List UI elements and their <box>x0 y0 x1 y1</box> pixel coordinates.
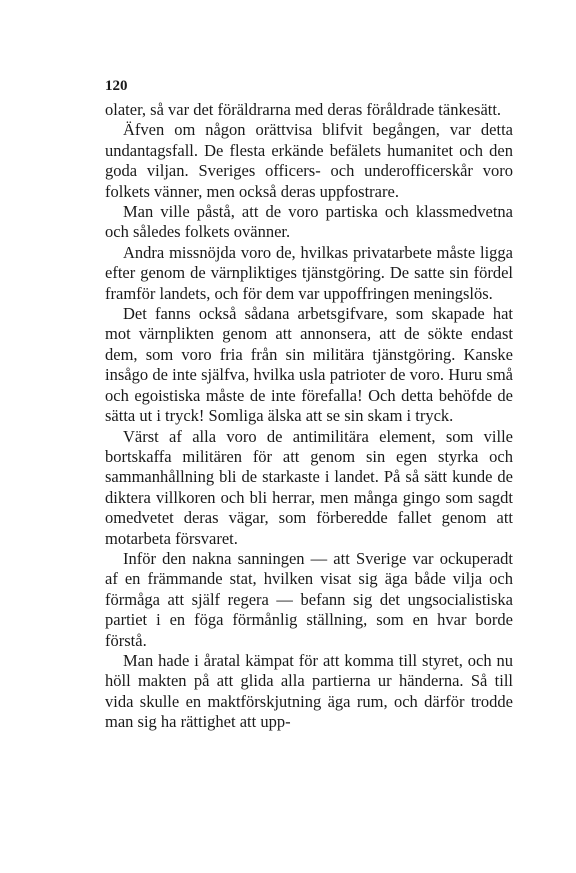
paragraph-4: Andra missnöjda voro de, hvilkas privatarbete måste ligga efter genom de värnpliktiges tjänstgöring. De satte sin fördel framför landets, och för dem var uppoffringen meningslös. <box>105 242 513 303</box>
paragraph-6: Värst af alla voro de antimilitära element, som ville bortskaffa militären för att genom sin egen styrka och sammanhållning bli de starkaste i landet. På så sätt kunde de diktera villkoren och bli herrar, men många gingo som sagdt omedvetet deras vägar, som förberedde fallet genom att motarbeta försvaret. <box>105 426 513 548</box>
paragraph-3: Man ville påstå, att de voro partiska och klassmedvetna och således folkets ovänner. <box>105 202 513 242</box>
paragraph-8: Man hade i åratal kämpat för att komma till styret, och nu höll makten på att glida alla partierna ur händerna. Så till vida skulle en maktförskjutning äga rum, och därför trodde man sig ha rättighet att upp- <box>105 650 513 732</box>
paragraph-1: olater, så var det föräldrarna med deras föråldrade tänkesätt. <box>105 100 502 119</box>
paragraph-2: Äfven om någon orättvisa blifvit begången, var detta undantagsfall. De flesta erkände befälets humanitet och den goda viljan. Sveriges officers- och underofficerskår voro folkets vänner, men också deras uppfostrare. <box>105 120 513 201</box>
paragraph-7: Inför den nakna sanningen — att Sverige var ockuperadt af en främmande stat, hvilken visat sig äga både vilja och förmåga att själf regera — befann sig det ungsocialistiska partiet i en föga förmånlig ställning, som en hvar borde förstå. <box>105 548 513 650</box>
body-text <box>105 100 513 733</box>
page-number: 120 <box>105 78 128 94</box>
paragraph-5: Det fanns också sådana arbetsgifvare, som skapade hat mot värnplikten genom att annonsera, att de sökte endast dem, som voro fria från sin militära tjänstgöring. Kanske insågo de inte själfva, hvilka usla patrioter de voro. Huru små och egoistiska måste de inte förefalla! Och detta behöfde de sätta ut i tryck! Somliga älska att se sin skam i tryck. <box>105 304 513 426</box>
book-page <box>105 76 513 733</box>
